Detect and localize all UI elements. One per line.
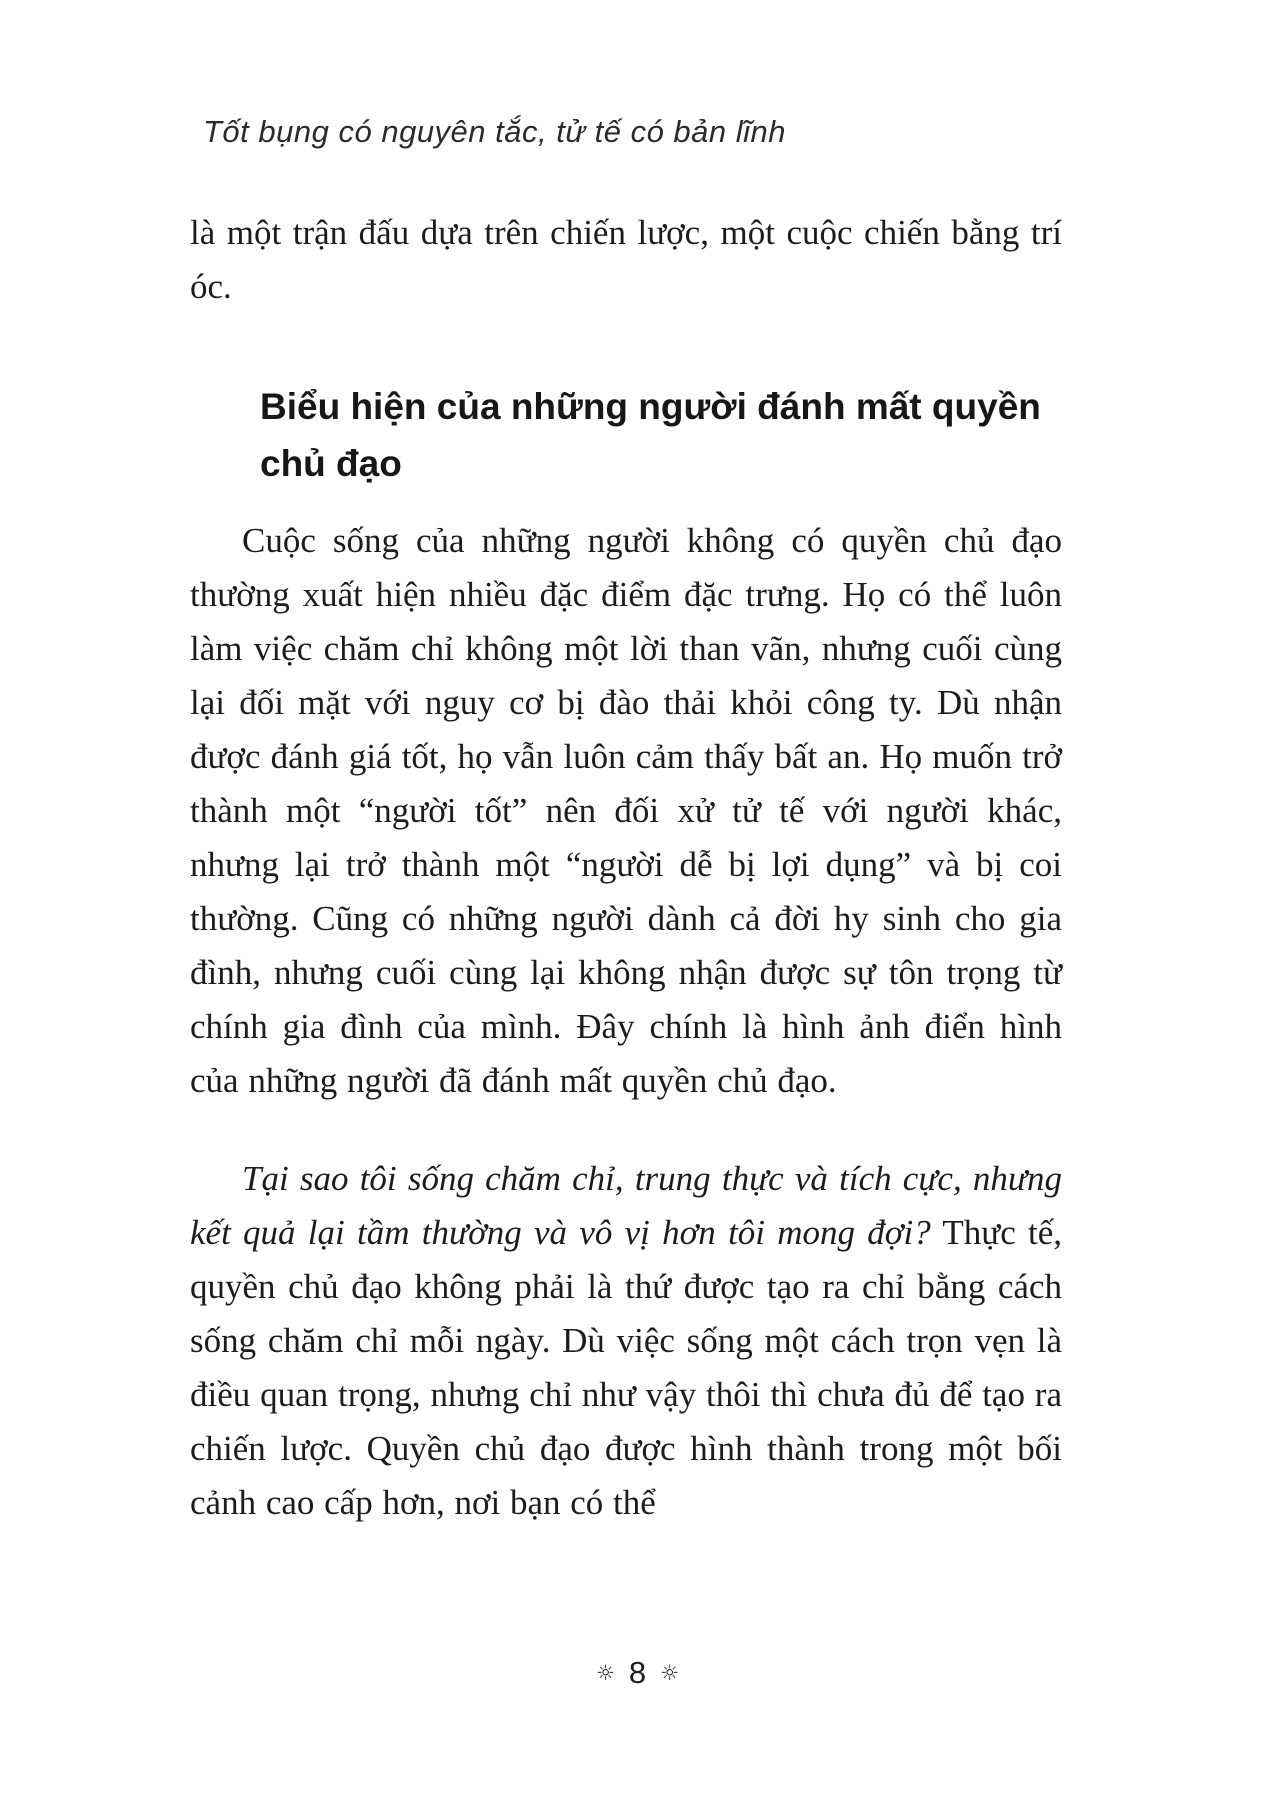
paragraph-intro: là một trận đấu dựa trên chiến lược, một cuộc chiến bằng trí óc. — [190, 213, 1062, 306]
sun-ornament-right-icon: ☼ — [660, 1661, 679, 1685]
question-regular-text: Thực tế, quyền chủ đạo không phải là thứ được tạo ra chỉ bằng cách sống chăm chỉ mỗi ngày. Dù việc sống một cách trọn vẹn là điều quan trọng, nhưng chỉ như vậy thôi thì chưa đủ để tạo ra chiến lược. Quyền chủ đạo được hình thành trong một bối cảnh cao cấp hơn, nơi bạn có thể — [190, 1213, 1062, 1522]
page-number: 8 — [628, 1655, 647, 1690]
page-footer — [0, 1655, 1275, 1691]
running-head: Tốt bụng có nguyên tắc, tử tế có bản lĩnh — [203, 114, 787, 149]
sun-ornament-left-icon: ☼ — [596, 1661, 615, 1685]
section-heading: Biểu hiện của những người đánh mất quyền chủ đạo — [260, 386, 1041, 484]
question-italic-text: Tại sao tôi sống chăm chỉ, trung thực và tích cực, nhưng kết quả lại tầm thường và vô vị hơn tôi mong đợi? — [190, 1159, 1062, 1252]
paragraph-body: Cuộc sống của những người không có quyền chủ đạo thường xuất hiện nhiều đặc điểm đặc trưng. Họ có thể luôn làm việc chăm chỉ không một lời than vãn, nhưng cuối cùng lại đối mặt với nguy cơ bị đào thải khỏi công ty. Dù nhận được đánh giá tốt, họ vẫn luôn cảm thấy bất an. Họ muốn trở thành một “người tốt” nên đối xử tử tế với người khác, nhưng lại trở thành một “người dễ bị lợi dụng” và bị coi thường. Cũng có những người dành cả đời hy sinh cho gia đình, nhưng cuối cùng lại không nhận được sự tôn trọng từ chính gia đình của mình. Đây chính là hình ảnh điển hình của những người đã đánh mất quyền chủ đạo. — [190, 521, 1062, 1100]
page-content — [190, 0, 1062, 1530]
paragraph-question — [190, 1152, 1062, 1530]
